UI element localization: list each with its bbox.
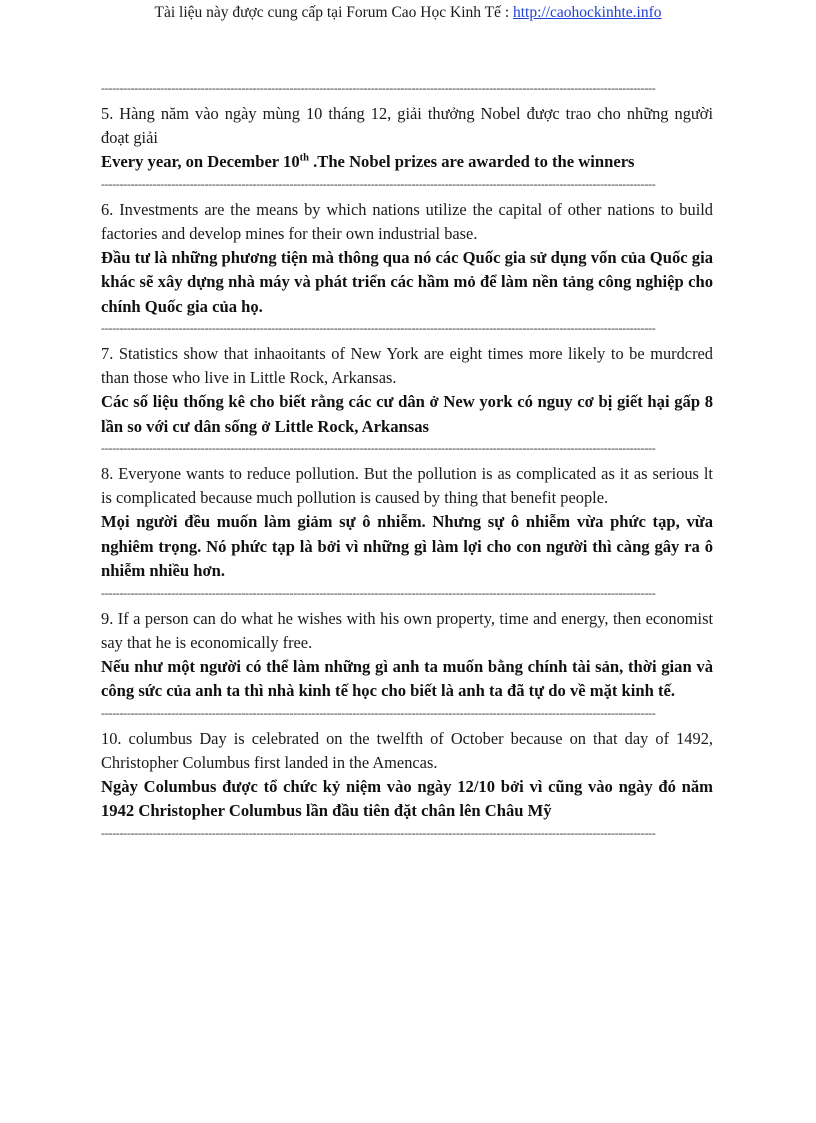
entry-source: 9. If a person can do what he wishes with his own property, time and energy, then economist say that he is economically free.	[101, 608, 713, 652]
entry-7	[101, 334, 713, 439]
entry-translation: Mọi người đều muốn làm giảm sự ô nhiễm. Nhưng sự ô nhiễm vừa phức tạp, vừa nghiêm trọng. Nó phức tạp là bởi vì những gì làm lợi cho con người thì càng gây ra ô nhiễm nhiều hơn.	[101, 512, 713, 580]
entry-source: 7. Statistics show that inhaoitants of New York are eight times more likely to be murdcred than those who live in Little Rock, Arkansas.	[101, 344, 713, 387]
translation-part: Every year, on December 10	[101, 152, 300, 171]
entry-translation: Ngày Columbus được tổ chức kỷ niệm vào ngày 12/10 bởi vì cũng vào ngày đó năm 1942 Christopher Columbus lần đầu tiên đặt chân lên Châu Mỹ	[101, 776, 713, 820]
translation-part: .The Nobel prizes are awarded to the winners	[308, 152, 635, 171]
entry-translation: Đầu tư là những phương tiện mà thông qua nó các Quốc gia sử dụng vốn của Quốc gia khác sẽ xây dựng nhà máy và phát triển các hầm mỏ để làm nền tảng công nghiệp cho chính Quốc gia của họ.	[101, 247, 713, 316]
header-link[interactable]: http://caohockinhte.info	[513, 4, 662, 21]
page-header	[0, 3, 816, 23]
entry-source: 5. Hàng năm vào ngày mùng 10 tháng 12, giải thưởng Nobel được trao cho những người đoạt giải	[101, 104, 713, 147]
entry-source: 10. columbus Day is celebrated on the twelfth of October because on that day of 1492, Christopher Columbus first landed in the Amencas.	[101, 728, 713, 772]
divider: ------------------------------------------------------------------------------------------------------------------------------------------------------	[101, 442, 656, 454]
entry-6	[101, 190, 713, 320]
entry-source: 8. Everyone wants to reduce pollution. But the pollution is as complicated as it as serious lt is complicated because much pollution is caused by thing that benefit people.	[101, 464, 713, 507]
header-text: Tài liệu này được cung cấp tại Forum Cao Học Kinh Tế :	[154, 4, 510, 21]
entry-9	[101, 599, 713, 704]
divider: ------------------------------------------------------------------------------------------------------------------------------------------------------	[101, 322, 656, 334]
document-body	[101, 82, 713, 839]
translation-superscript: th	[299, 152, 309, 164]
entry-translation: Các số liệu thống kê cho biết rằng các cư dân ở New york có nguy cơ bị giết hại gấp 8 lần so với cư dân sống ở Little Rock, Arkansas	[101, 392, 713, 436]
entry-translation: Nếu như một người có thể làm những gì anh ta muốn bằng chính tài sản, thời gian và công sức của anh ta thì nhà kinh tế học cho biết là anh ta đã tự do về mặt kinh tế.	[101, 656, 713, 700]
divider: ------------------------------------------------------------------------------------------------------------------------------------------------------	[101, 706, 656, 719]
entry-translation	[101, 150, 713, 175]
divider: ------------------------------------------------------------------------------------------------------------------------------------------------------	[101, 82, 656, 94]
divider: ------------------------------------------------------------------------------------------------------------------------------------------------------	[101, 586, 656, 599]
entry-5	[101, 94, 713, 175]
entry-8	[101, 454, 713, 584]
divider: ------------------------------------------------------------------------------------------------------------------------------------------------------	[101, 177, 656, 190]
entry-10	[101, 719, 713, 824]
entry-source: 6. Investments are the means by which nations utilize the capital of other nations to build factories and develop mines for their own industrial base.	[101, 199, 713, 243]
divider: ------------------------------------------------------------------------------------------------------------------------------------------------------	[101, 826, 656, 839]
